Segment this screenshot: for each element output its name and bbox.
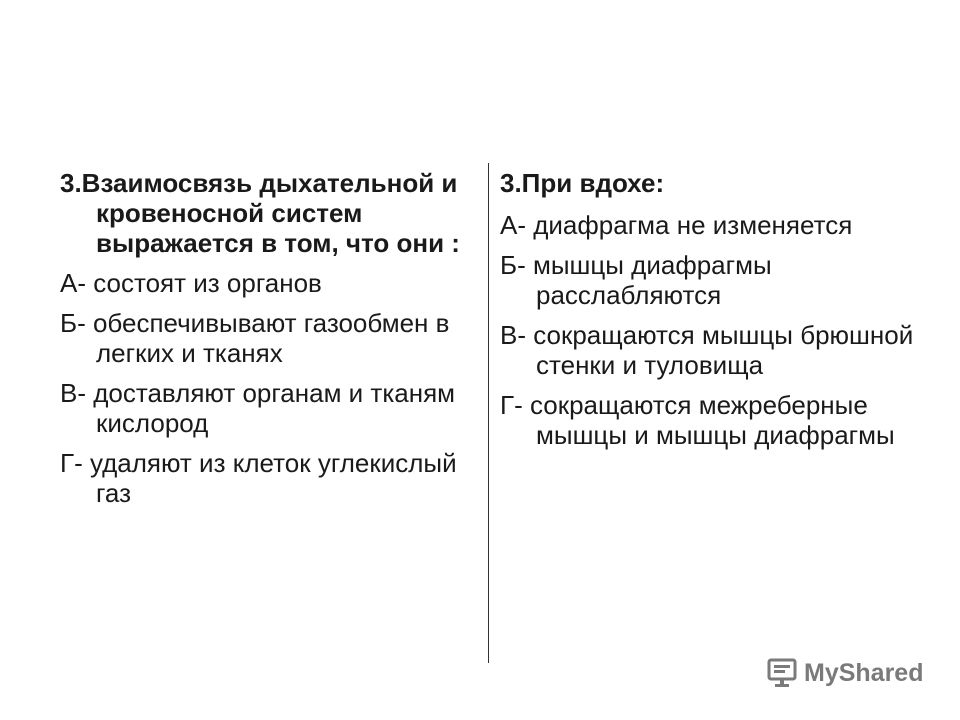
right-option-v: В- сокращаются мышцы брюшной стенки и туловища (500, 320, 914, 380)
left-option-v: В- доставляют органам и тканям кислород (60, 378, 456, 438)
watermark-logo (766, 656, 923, 690)
right-option-a: А- диафрагма не изменяется (500, 210, 853, 240)
left-option-g: Г- удаляют из клеток углекислый газ (60, 448, 457, 508)
left-question: 3.Взаимосвязь дыхательной и кровеносной систем выражается в том, что они : (60, 168, 460, 258)
left-option-b: Б- обеспечивывают газообмен в легких и тканях (60, 308, 450, 368)
presentation-board-icon (766, 657, 798, 689)
left-column (60, 168, 470, 518)
column-divider (488, 163, 489, 663)
left-option-a: А- состоят из органов (60, 268, 322, 298)
watermark-text: MyShared (804, 658, 924, 687)
right-column (500, 168, 920, 460)
right-option-g: Г- сокращаются межреберные мышцы и мышцы диафрагмы (500, 390, 895, 450)
right-question: 3.При вдохе: (500, 168, 665, 198)
right-option-b: Б- мышцы диафрагмы расслабляются (500, 250, 772, 310)
